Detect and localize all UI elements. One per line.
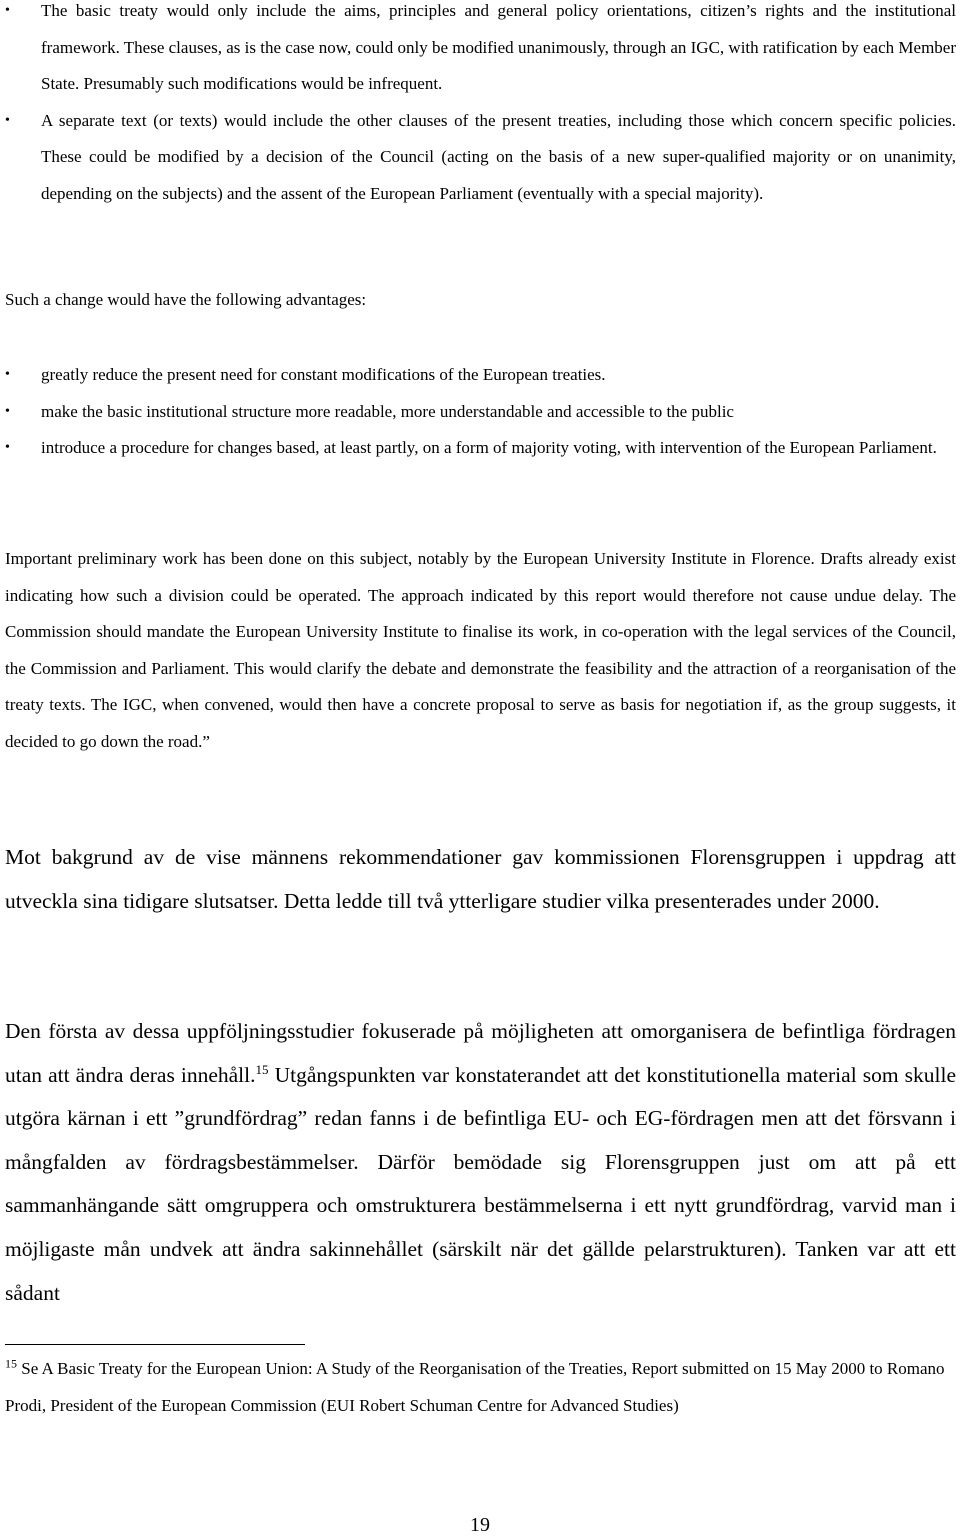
bullet-icon: • [5,367,10,382]
bullet-icon: • [5,112,10,128]
footnote-divider [5,1344,305,1345]
paragraph-text: Utgångspunkten var konstaterandet att det konstitutionella material som skulle utgöra kärnan i ett ”grundfördrag” redan fanns i de befintliga EU- och EG-fördragen men att det försvann i mångfalden av fördragsbestämmelser. Därför bemödade sig Florensgruppen just om att på ett sammanhängande sätt omgruppera och omstrukturera bestämmelserna i ett nytt grundfördrag, varvid man i möjligaste mån undvek att ändra sakinnehållet (särskilt när det gällde pelarstrukturen). Tanken var att ett sådant [5,1062,956,1305]
bullet-icon: • [5,403,10,419]
bullet-icon: • [5,440,10,455]
page-number: 19 [470,1514,490,1536]
footnote-reference[interactable]: 15 [255,1061,269,1077]
list-item-text: The basic treaty would only include the aims, principles and general policy orientations, citizen’s rights and the institutional framework. These clauses, as is the case now, could only be modified unanimously, through an IGC, with ratification by each Member State. Presumably such modifications would be infrequent. [41,1,956,93]
paragraph-text: Den första av dessa uppföljningsstudier fokuserade på möjligheten att omorganisera de befintliga fördragen utan att ändra deras innehåll. [5,1019,956,1087]
footnote-number: 15 [5,1356,17,1371]
list-item [5,103,956,213]
paragraph-follow-up-studies [5,1010,956,1315]
footnote [5,1351,956,1424]
treaty-structure-list [5,0,956,212]
list-item [5,430,956,467]
list-item [5,357,956,394]
list-item-text: introduce a procedure for changes based, at least partly, on a form of majority voting, with intervention of the European Parliament. [41,438,937,457]
paragraph-preliminary-work: Important preliminary work has been done on this subject, notably by the European University Institute in Florence. Drafts already exist indicating how such a division could be operated. The approach indicated by this report would therefore not cause undue delay. The Commission should mandate the European University Institute to finalise its work, in co-operation with the legal services of the Council, the Commission and Parliament. This would clarify the debate and demonstrate the feasibility and the attraction of a reorganisation of the treaty texts. The IGC, when convened, would then have a concrete proposal to serve as basis for negotiation if, as the group suggests, it decided to go down the road.” [5,549,956,751]
list-item [5,394,956,431]
list-item-text: make the basic institutional structure more readable, more understandable and accessible to the public [41,401,734,421]
advantages-intro: Such a change would have the following advantages: [5,290,367,309]
list-item-text: greatly reduce the present need for constant modifications of the European treaties. [41,365,606,384]
list-item-text: A separate text (or texts) would include the other clauses of the present treaties, including those which concern specific policies. These could be modified by a decision of the Council (acting on the basis of a new super-qualified majority or on unanimity, depending on the subjects) and the assent of the European Parliament (eventually with a special majority). [41,110,956,203]
advantages-list [5,357,956,467]
list-item [5,0,956,103]
footnote-text: Se A Basic Treaty for the European Union: A Study of the Reorganisation of the Treaties, Report submitted on 15 May 2000 to Romano Prodi, President of the European Commission (EUI Robert Schuman Centre for Advanced Studies) [5,1359,945,1415]
bullet-icon: • [5,3,10,18]
paragraph-florence-group: Mot bakgrund av de vise männens rekommendationer gav kommissionen Florensgruppen i uppdrag att utveckla sina tidigare slutsatser. Detta ledde till två ytterligare studier vilka presenterades under 2000. [5,845,956,913]
